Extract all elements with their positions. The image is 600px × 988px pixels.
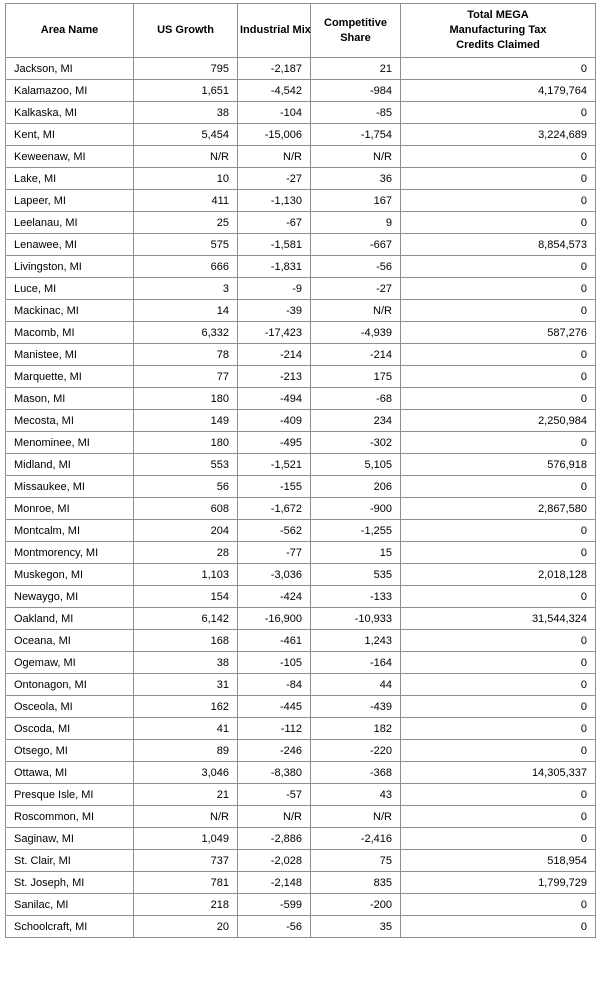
value-cell: -214	[238, 344, 311, 366]
value-cell: -1,130	[238, 190, 311, 212]
value-cell: -246	[238, 740, 311, 762]
value-cell: -495	[238, 432, 311, 454]
value-cell: 89	[134, 740, 238, 762]
area-name-cell: Otsego, MI	[6, 740, 134, 762]
value-cell: 835	[311, 872, 401, 894]
area-name-cell: Kalkaska, MI	[6, 102, 134, 124]
area-name-cell: Leelanau, MI	[6, 212, 134, 234]
value-cell: 0	[401, 366, 596, 388]
area-name-cell: St. Joseph, MI	[6, 872, 134, 894]
value-cell: -368	[311, 762, 401, 784]
value-cell: N/R	[238, 146, 311, 168]
value-cell: -68	[311, 388, 401, 410]
value-cell: -599	[238, 894, 311, 916]
area-name-cell: Roscommon, MI	[6, 806, 134, 828]
table-row	[6, 894, 596, 916]
value-cell: 31,544,324	[401, 608, 596, 630]
value-cell: 0	[401, 520, 596, 542]
value-cell: 5,454	[134, 124, 238, 146]
area-name-cell: Saginaw, MI	[6, 828, 134, 850]
value-cell: 795	[134, 58, 238, 80]
value-cell: 14,305,337	[401, 762, 596, 784]
value-cell: 41	[134, 718, 238, 740]
table-row	[6, 344, 596, 366]
value-cell: -27	[311, 278, 401, 300]
value-cell: -984	[311, 80, 401, 102]
value-cell: 15	[311, 542, 401, 564]
value-cell: 206	[311, 476, 401, 498]
value-cell: -2,148	[238, 872, 311, 894]
table-row	[6, 190, 596, 212]
value-cell: 0	[401, 146, 596, 168]
value-cell: -213	[238, 366, 311, 388]
value-cell: 1,243	[311, 630, 401, 652]
value-cell: -3,036	[238, 564, 311, 586]
area-name-cell: Missaukee, MI	[6, 476, 134, 498]
table-row	[6, 564, 596, 586]
area-name-cell: St. Clair, MI	[6, 850, 134, 872]
value-cell: -164	[311, 652, 401, 674]
table-row	[6, 256, 596, 278]
value-cell: -220	[311, 740, 401, 762]
area-name-cell: Manistee, MI	[6, 344, 134, 366]
table-row	[6, 586, 596, 608]
header-industrial-mix: Industrial Mix	[238, 4, 311, 58]
area-name-cell: Marquette, MI	[6, 366, 134, 388]
value-cell: 38	[134, 652, 238, 674]
table-row	[6, 212, 596, 234]
value-cell: 9	[311, 212, 401, 234]
value-cell: 38	[134, 102, 238, 124]
value-cell: 0	[401, 740, 596, 762]
table-row	[6, 520, 596, 542]
value-cell: 162	[134, 696, 238, 718]
value-cell: -1,831	[238, 256, 311, 278]
value-cell: N/R	[134, 146, 238, 168]
area-name-cell: Lake, MI	[6, 168, 134, 190]
value-cell: 553	[134, 454, 238, 476]
table-row	[6, 432, 596, 454]
value-cell: 175	[311, 366, 401, 388]
area-name-cell: Montmorency, MI	[6, 542, 134, 564]
value-cell: 8,854,573	[401, 234, 596, 256]
value-cell: 608	[134, 498, 238, 520]
value-cell: 3,046	[134, 762, 238, 784]
value-cell: -155	[238, 476, 311, 498]
table-row	[6, 476, 596, 498]
value-cell: -1,581	[238, 234, 311, 256]
value-cell: 4,179,764	[401, 80, 596, 102]
value-cell: 31	[134, 674, 238, 696]
value-cell: 0	[401, 102, 596, 124]
value-cell: -214	[311, 344, 401, 366]
value-cell: 0	[401, 652, 596, 674]
value-cell: 0	[401, 58, 596, 80]
value-cell: 180	[134, 388, 238, 410]
value-cell: 5,105	[311, 454, 401, 476]
value-cell: -133	[311, 586, 401, 608]
table-row	[6, 168, 596, 190]
value-cell: -84	[238, 674, 311, 696]
value-cell: 180	[134, 432, 238, 454]
table-row	[6, 740, 596, 762]
table-row	[6, 916, 596, 938]
value-cell: -2,416	[311, 828, 401, 850]
area-name-cell: Monroe, MI	[6, 498, 134, 520]
value-cell: 587,276	[401, 322, 596, 344]
area-name-cell: Muskegon, MI	[6, 564, 134, 586]
value-cell: -105	[238, 652, 311, 674]
area-name-cell: Ottawa, MI	[6, 762, 134, 784]
table-row	[6, 124, 596, 146]
table-row	[6, 300, 596, 322]
shift-share-table	[5, 3, 596, 938]
table-row	[6, 872, 596, 894]
table-row	[6, 850, 596, 872]
value-cell: 575	[134, 234, 238, 256]
value-cell: 0	[401, 300, 596, 322]
area-name-cell: Presque Isle, MI	[6, 784, 134, 806]
table-row	[6, 696, 596, 718]
value-cell: 0	[401, 916, 596, 938]
value-cell: 1,103	[134, 564, 238, 586]
value-cell: 0	[401, 432, 596, 454]
value-cell: -4,542	[238, 80, 311, 102]
value-cell: 234	[311, 410, 401, 432]
value-cell: 1,049	[134, 828, 238, 850]
value-cell: 535	[311, 564, 401, 586]
value-cell: -1,672	[238, 498, 311, 520]
table-row	[6, 762, 596, 784]
value-cell: 3	[134, 278, 238, 300]
value-cell: 0	[401, 168, 596, 190]
value-cell: 0	[401, 806, 596, 828]
table-row	[6, 498, 596, 520]
value-cell: 737	[134, 850, 238, 872]
value-cell: 0	[401, 256, 596, 278]
table-row	[6, 828, 596, 850]
value-cell: 2,867,580	[401, 498, 596, 520]
value-cell: -200	[311, 894, 401, 916]
area-name-cell: Schoolcraft, MI	[6, 916, 134, 938]
value-cell: -667	[311, 234, 401, 256]
value-cell: -104	[238, 102, 311, 124]
header-row	[6, 4, 596, 58]
value-cell: -409	[238, 410, 311, 432]
value-cell: 44	[311, 674, 401, 696]
value-cell: 0	[401, 828, 596, 850]
value-cell: 6,142	[134, 608, 238, 630]
header-competitive-share: Competitive Share	[311, 4, 401, 58]
value-cell: 168	[134, 630, 238, 652]
value-cell: -439	[311, 696, 401, 718]
table-row	[6, 146, 596, 168]
value-cell: -494	[238, 388, 311, 410]
value-cell: 167	[311, 190, 401, 212]
value-cell: N/R	[134, 806, 238, 828]
value-cell: 0	[401, 542, 596, 564]
value-cell: N/R	[238, 806, 311, 828]
value-cell: -39	[238, 300, 311, 322]
value-cell: -56	[238, 916, 311, 938]
area-name-cell: Kent, MI	[6, 124, 134, 146]
header-total-mega-credits: Total MEGA Manufacturing Tax Credits Claimed	[401, 4, 596, 58]
value-cell: 149	[134, 410, 238, 432]
area-name-cell: Newaygo, MI	[6, 586, 134, 608]
value-cell: 2,018,128	[401, 564, 596, 586]
table-row	[6, 806, 596, 828]
value-cell: -302	[311, 432, 401, 454]
value-cell: -562	[238, 520, 311, 542]
value-cell: 0	[401, 278, 596, 300]
area-name-cell: Montcalm, MI	[6, 520, 134, 542]
value-cell: 77	[134, 366, 238, 388]
value-cell: 154	[134, 586, 238, 608]
table-row	[6, 234, 596, 256]
value-cell: 0	[401, 630, 596, 652]
table-row	[6, 630, 596, 652]
value-cell: -2,028	[238, 850, 311, 872]
table-row	[6, 410, 596, 432]
value-cell: -16,900	[238, 608, 311, 630]
value-cell: 36	[311, 168, 401, 190]
value-cell: -112	[238, 718, 311, 740]
value-cell: 0	[401, 718, 596, 740]
area-name-cell: Kalamazoo, MI	[6, 80, 134, 102]
value-cell: N/R	[311, 146, 401, 168]
value-cell: 75	[311, 850, 401, 872]
value-cell: 666	[134, 256, 238, 278]
area-name-cell: Oakland, MI	[6, 608, 134, 630]
value-cell: 10	[134, 168, 238, 190]
area-name-cell: Oceana, MI	[6, 630, 134, 652]
area-name-cell: Osceola, MI	[6, 696, 134, 718]
value-cell: -56	[311, 256, 401, 278]
area-name-cell: Sanilac, MI	[6, 894, 134, 916]
value-cell: 204	[134, 520, 238, 542]
table-row	[6, 58, 596, 80]
value-cell: -27	[238, 168, 311, 190]
value-cell: 0	[401, 696, 596, 718]
value-cell: -57	[238, 784, 311, 806]
value-cell: -17,423	[238, 322, 311, 344]
value-cell: -2,886	[238, 828, 311, 850]
value-cell: -1,754	[311, 124, 401, 146]
area-name-cell: Oscoda, MI	[6, 718, 134, 740]
area-name-cell: Ogemaw, MI	[6, 652, 134, 674]
value-cell: -2,187	[238, 58, 311, 80]
table-row	[6, 278, 596, 300]
area-name-cell: Luce, MI	[6, 278, 134, 300]
value-cell: 28	[134, 542, 238, 564]
value-cell: 3,224,689	[401, 124, 596, 146]
area-name-cell: Keweenaw, MI	[6, 146, 134, 168]
value-cell: -15,006	[238, 124, 311, 146]
value-cell: 576,918	[401, 454, 596, 476]
table-row	[6, 652, 596, 674]
value-cell: 0	[401, 894, 596, 916]
area-name-cell: Livingston, MI	[6, 256, 134, 278]
table-row	[6, 674, 596, 696]
value-cell: 0	[401, 586, 596, 608]
area-name-cell: Mecosta, MI	[6, 410, 134, 432]
value-cell: 0	[401, 344, 596, 366]
area-name-cell: Jackson, MI	[6, 58, 134, 80]
value-cell: 6,332	[134, 322, 238, 344]
header-us-growth: US Growth	[134, 4, 238, 58]
area-name-cell: Menominee, MI	[6, 432, 134, 454]
value-cell: 411	[134, 190, 238, 212]
table-row	[6, 366, 596, 388]
value-cell: 0	[401, 476, 596, 498]
value-cell: 0	[401, 784, 596, 806]
value-cell: -67	[238, 212, 311, 234]
value-cell: 0	[401, 388, 596, 410]
value-cell: 781	[134, 872, 238, 894]
value-cell: N/R	[311, 300, 401, 322]
value-cell: 21	[134, 784, 238, 806]
value-cell: -445	[238, 696, 311, 718]
value-cell: -900	[311, 498, 401, 520]
area-name-cell: Lapeer, MI	[6, 190, 134, 212]
table-row	[6, 454, 596, 476]
value-cell: 35	[311, 916, 401, 938]
value-cell: 0	[401, 190, 596, 212]
value-cell: 25	[134, 212, 238, 234]
value-cell: 20	[134, 916, 238, 938]
value-cell: -1,255	[311, 520, 401, 542]
value-cell: 1,799,729	[401, 872, 596, 894]
value-cell: 78	[134, 344, 238, 366]
table-header	[6, 4, 596, 58]
area-name-cell: Ontonagon, MI	[6, 674, 134, 696]
value-cell: -424	[238, 586, 311, 608]
value-cell: 518,954	[401, 850, 596, 872]
value-cell: N/R	[311, 806, 401, 828]
value-cell: 218	[134, 894, 238, 916]
table-body	[6, 58, 596, 938]
value-cell: 1,651	[134, 80, 238, 102]
table-row	[6, 80, 596, 102]
value-cell: 2,250,984	[401, 410, 596, 432]
table-row	[6, 322, 596, 344]
value-cell: 21	[311, 58, 401, 80]
value-cell: 56	[134, 476, 238, 498]
table-row	[6, 542, 596, 564]
value-cell: -10,933	[311, 608, 401, 630]
value-cell: -77	[238, 542, 311, 564]
value-cell: -4,939	[311, 322, 401, 344]
area-name-cell: Mackinac, MI	[6, 300, 134, 322]
area-name-cell: Lenawee, MI	[6, 234, 134, 256]
table-row	[6, 718, 596, 740]
value-cell: -9	[238, 278, 311, 300]
value-cell: 14	[134, 300, 238, 322]
table-row	[6, 388, 596, 410]
value-cell: -461	[238, 630, 311, 652]
table-row	[6, 608, 596, 630]
area-name-cell: Mason, MI	[6, 388, 134, 410]
header-area-name: Area Name	[6, 4, 134, 58]
value-cell: 182	[311, 718, 401, 740]
value-cell: -85	[311, 102, 401, 124]
value-cell: -1,521	[238, 454, 311, 476]
value-cell: 0	[401, 674, 596, 696]
table-row	[6, 784, 596, 806]
table-row	[6, 102, 596, 124]
value-cell: -8,380	[238, 762, 311, 784]
value-cell: 0	[401, 212, 596, 234]
area-name-cell: Macomb, MI	[6, 322, 134, 344]
area-name-cell: Midland, MI	[6, 454, 134, 476]
value-cell: 43	[311, 784, 401, 806]
